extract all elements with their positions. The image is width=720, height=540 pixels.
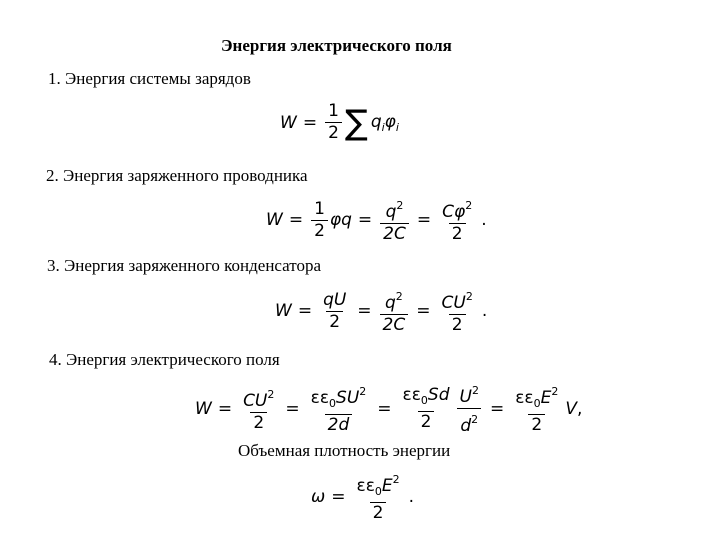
- formula-fraction: [325, 102, 342, 143]
- fraction-numerator: $q^2$: [384, 290, 403, 313]
- formula-term: V: [565, 398, 577, 419]
- fraction-numerator: $C\varphi^2$: [442, 199, 473, 222]
- formula-operator: =: [416, 301, 431, 321]
- formula-fraction: [320, 291, 349, 332]
- formula-energy-of-charged-capacitor: [275, 287, 487, 335]
- energy-density-heading: Объемная плотность энергии: [238, 441, 451, 460]
- fraction-denominator: 2: [370, 502, 387, 523]
- formula-punctuation: ,: [576, 398, 583, 419]
- formula-operator: =: [331, 486, 346, 507]
- formula-fraction: [380, 287, 409, 335]
- fraction-numerator: $CU^2$: [243, 387, 275, 411]
- fraction-denominator: 2d: [325, 414, 353, 435]
- formula-fraction: [240, 385, 277, 433]
- formula-fraction: [308, 382, 370, 435]
- formula-symbol: ω: [311, 486, 326, 507]
- formula-symbol: W: [266, 210, 283, 230]
- formula-energy-of-charged-conductor: [266, 196, 487, 244]
- fraction-numerator: 1: [328, 101, 339, 121]
- section-heading-electric-field: 4. Энергия электрического поля: [49, 350, 280, 369]
- fraction-denominator: 2: [418, 411, 435, 432]
- formula-energy-of-charge-system: [280, 102, 399, 143]
- fraction-denominator: 2: [325, 122, 342, 143]
- fraction-denominator: 2: [326, 311, 343, 332]
- fraction-denominator: 2: [311, 220, 328, 241]
- page-title: Энергия электрического поля: [221, 36, 452, 55]
- formula-term: φq: [329, 210, 352, 230]
- formula-operator: =: [288, 210, 304, 230]
- formula-energy-density: [311, 470, 414, 523]
- formula-fraction: [354, 470, 403, 523]
- section-heading-charged-capacitor: 3. Энергия заряженного конденсатора: [47, 256, 322, 275]
- formula-fraction: [512, 382, 561, 435]
- fraction-numerator: qU: [323, 289, 347, 310]
- section-heading-charged-conductor: 2. Энергия заряженного проводника: [46, 166, 308, 185]
- formula-punctuation: .: [481, 301, 488, 321]
- fraction-numerator: $\varepsilon\varepsilon_0SU^2$: [310, 385, 367, 410]
- formula-punctuation: .: [408, 486, 415, 507]
- fraction-denominator: 2: [449, 223, 466, 244]
- formula-energy-of-electric-field: [195, 381, 582, 436]
- formula-operator: =: [285, 398, 300, 419]
- fraction-numerator: $\varepsilon\varepsilon_0E^2$: [515, 385, 559, 410]
- summation-symbol: ∑: [344, 102, 368, 143]
- formula-fraction: [380, 196, 409, 244]
- fraction-numerator: $CU^2$: [441, 290, 473, 313]
- formula-fraction: [438, 287, 475, 335]
- fraction-denominator: 2: [528, 414, 545, 435]
- formula-fraction: [439, 196, 475, 244]
- fraction-denominator: $d^2$: [457, 408, 481, 436]
- fraction-denominator: 2: [250, 412, 267, 433]
- formula-operator: =: [416, 210, 432, 230]
- formula-fraction: [400, 386, 453, 432]
- formula-punctuation: .: [481, 210, 487, 230]
- formula-fraction: [457, 381, 482, 436]
- fraction-denominator: 2: [449, 314, 466, 335]
- formula-symbol: W: [280, 112, 297, 133]
- formula-operator: =: [489, 398, 505, 419]
- formula-operator: =: [302, 112, 318, 133]
- fraction-numerator: 1: [314, 198, 325, 219]
- fraction-numerator: $\varepsilon\varepsilon_0E^2$: [356, 473, 400, 498]
- formula-operator: =: [297, 301, 313, 321]
- formula-symbol: W: [275, 301, 292, 321]
- formula-term: $q_i\varphi_i$: [370, 111, 399, 134]
- formula-operator: =: [217, 398, 233, 419]
- fraction-denominator: 2C: [380, 314, 409, 335]
- formula-operator: =: [357, 210, 373, 230]
- fraction-numerator: $U^2$: [459, 384, 479, 407]
- fraction-numerator: $q^2$: [385, 199, 404, 222]
- fraction-numerator: $\varepsilon\varepsilon_0Sd$: [402, 384, 450, 407]
- formula-symbol: W: [195, 398, 212, 419]
- fraction-denominator: 2C: [380, 223, 409, 244]
- section-heading-system-of-charges: 1. Энергия системы зарядов: [48, 69, 251, 88]
- formula-operator: =: [377, 398, 392, 419]
- formula-fraction: [311, 200, 328, 241]
- formula-operator: =: [357, 301, 372, 321]
